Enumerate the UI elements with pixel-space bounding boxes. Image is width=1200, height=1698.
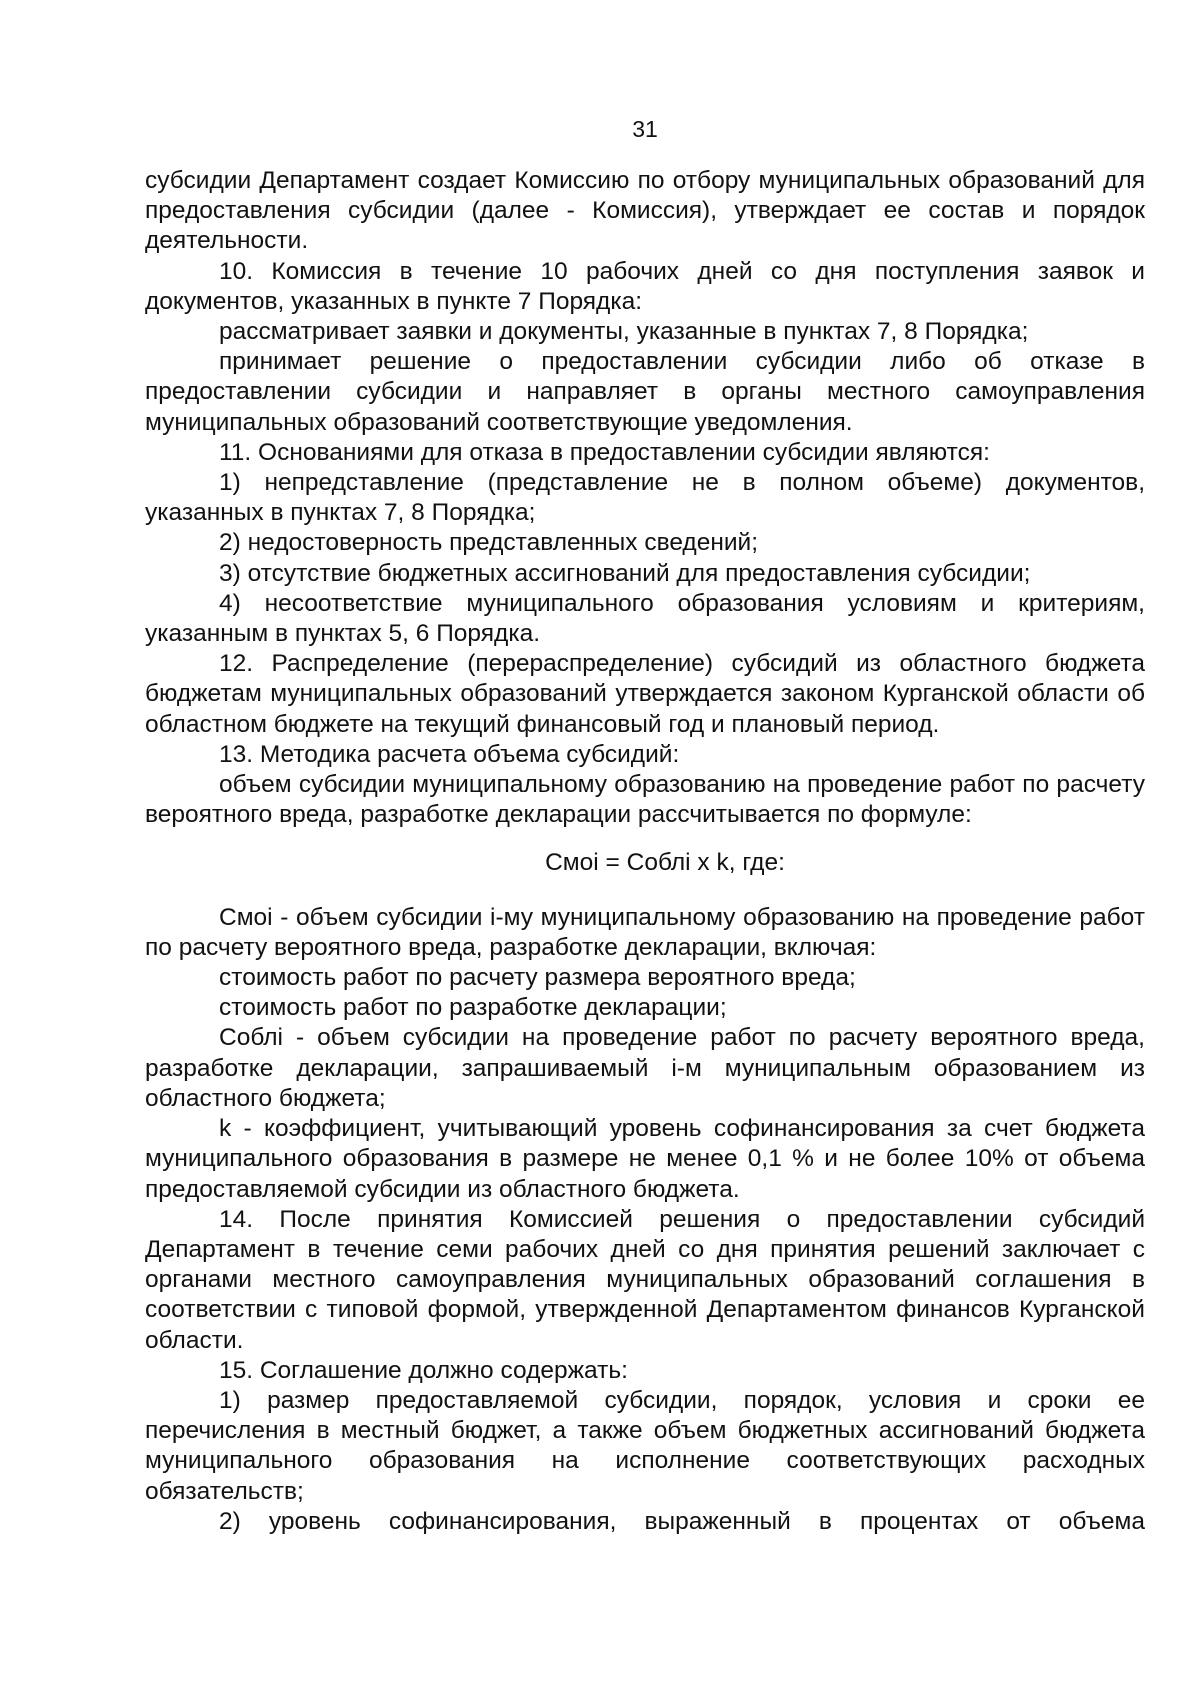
paragraph-10-item-review: рассматривает заявки и документы, указанные в пунктах 7, 8 Порядка;: [219, 318, 1029, 346]
paragraph-13: 13. Методика расчета объема субсидий:: [219, 740, 680, 768]
paragraph-10: 10. Комиссия в течение 10 рабочих дней со дня поступления заявок и документов, указанных в пункте 7 Порядка:: [145, 257, 1145, 315]
document-body: [145, 166, 1145, 1537]
formula: Смоi = Соблi x k, где:: [545, 849, 785, 877]
paragraph-11-item-1: 1) непредставление (представление не в полном объеме) документов, указанных в пунктах 7, 8 Порядка;: [145, 469, 1145, 527]
paragraph-15: 15. Соглашение должно содержать:: [219, 1356, 628, 1384]
paragraph-11-item-4: 4) несоответствие муниципального образования условиям и критериям, указанным в пунктах 5, 6 Порядка.: [145, 589, 1145, 648]
paragraph-15-item-1: 1) размер предоставляемой субсидии, порядок, условия и сроки ее перечисления в местный бюджет, а также объем бюджетных ассигнований бюджета муниципального образования на исполнение соответствующих расходных обязательств;: [145, 1386, 1145, 1505]
definition-smo-item-1: стоимость работ по расчету размера вероятного вреда;: [219, 964, 856, 992]
definition-k: k - коэффициент, учитывающий уровень софинансирования за счет бюджета муниципального образования в размере не менее 0,1 % и не более 10% от объема предоставляемой субсидии из областного бюджета.: [145, 1115, 1145, 1203]
paragraph-13-formula-intro: объем субсидии муниципальному образованию на проведение работ по расчету вероятного вреда, разработке декларации рассчитывается по формуле:: [145, 771, 1145, 829]
page-number: 31: [632, 116, 658, 142]
paragraph-11-item-2: 2) недостоверность представленных сведений;: [219, 529, 759, 557]
paragraph-12: 12. Распределение (перераспределение) субсидий из областного бюджета бюджетам муниципальных образований утверждается законом Курганской области об областном бюджете на текущий финансовый год и плановый период.: [145, 650, 1145, 738]
definition-smo-item-2: стоимость работ по разработке декларации;: [219, 994, 727, 1022]
paragraph-11-item-3: 3) отсутствие бюджетных ассигнований для предоставления субсидии;: [219, 559, 1031, 587]
paragraph-10-item-decision: принимает решение о предоставлении субсидии либо об отказе в предоставлении субсидии и направляет в органы местного самоуправления муниципальных образований соответствующие уведомления.: [145, 348, 1145, 436]
paragraph-15-item-2: 2) уровень софинансирования, выраженный в процентах от объема: [219, 1507, 1145, 1535]
paragraph-11: 11. Основаниями для отказа в предоставлении субсидии являются:: [219, 438, 990, 466]
paragraph-14: 14. После принятия Комиссией решения о предоставлении субсидий Департамент в течение семи рабочих дней со дня принятия решений заключает с органами местного самоуправления муниципальных образований соглашения в соответствии с типовой формой, утвержденной Департаментом финансов Курганской области.: [145, 1205, 1145, 1354]
paragraph-commission-creation: субсидии Департамент создает Комиссию по отбору муниципальных образований для предоставления субсидии (далее - Комиссия), утверждает ее состав и порядок деятельности.: [145, 167, 1145, 255]
definition-sobl: Соблi - объем субсидии на проведение работ по расчету вероятного вреда, разработке декларации, запрашиваемый i-м муниципальным образованием из областного бюджета;: [145, 1024, 1145, 1112]
definition-smo: Смоi - объем субсидии i-му муниципальному образованию на проведение работ по расчету вероятного вреда, разработке декларации, включая:: [145, 903, 1145, 961]
